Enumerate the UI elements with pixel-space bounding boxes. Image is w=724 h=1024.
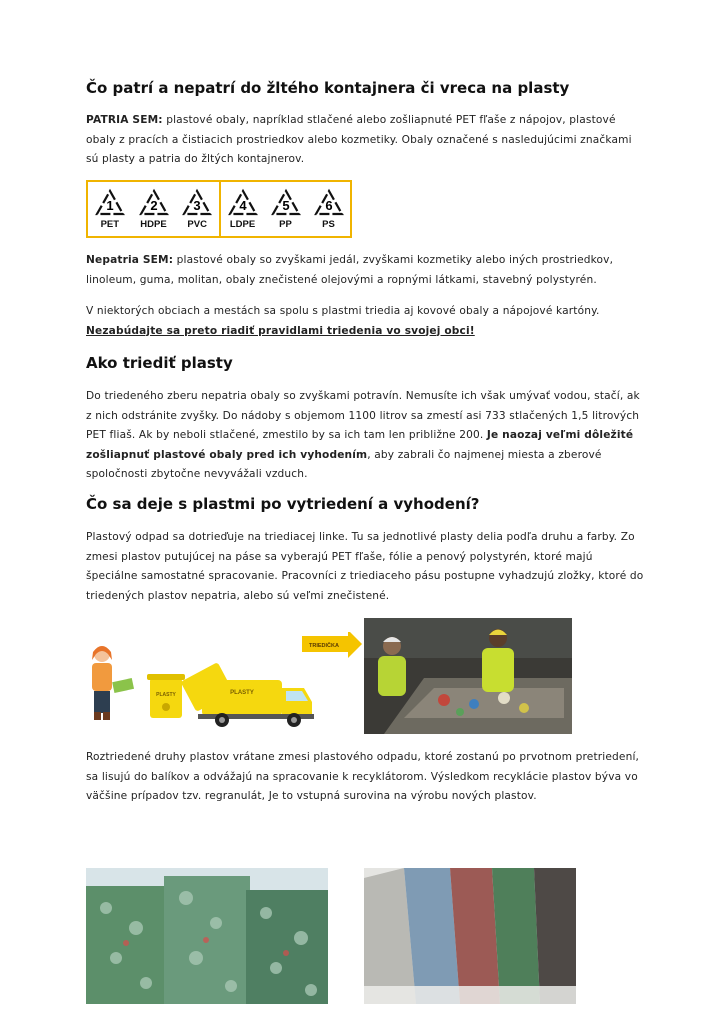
arrow-to-sorting — [302, 632, 362, 658]
plastic-bales-photo — [86, 868, 328, 1004]
paragraph-how-to-sort — [86, 387, 646, 485]
recycling-code-6 — [307, 182, 350, 236]
recycling-triangle-icon — [138, 188, 170, 218]
collection-illustration — [86, 632, 366, 732]
code-label: HDPE — [140, 219, 167, 230]
woman-figure — [92, 646, 134, 720]
recycling-triangle-icon — [181, 188, 213, 218]
municipal-rules-warning: Nezabúdajte sa preto riadiť pravidlami triedenia vo svojej obci! — [86, 324, 475, 337]
not-belongs-label: Nepatria SEM: — [86, 254, 174, 266]
municipal-note-text: V niektorých obciach a mestách sa spolu s plastmi triedia aj kovové obaly a nápojové kartóny. — [86, 305, 600, 317]
paragraph-not-belongs — [86, 251, 646, 290]
code-number: 2 — [149, 198, 158, 213]
section-title-what-belongs: Čo patrí a nepatrí do žltého kontajnera či vreca na plasty — [86, 79, 570, 97]
code-label: PET — [100, 219, 120, 230]
recycling-triangle-icon — [227, 188, 259, 218]
code-number: 4 — [238, 198, 247, 213]
code-number: 6 — [324, 198, 333, 213]
not-belongs-text: plastové obaly so zvyškami jedál, zvyškami kozmetiky alebo iných prostriedkov, linoleum, guma, molitan, obaly znečistené olejovými a ropnými látkami, stavebný polystyrén. — [86, 254, 614, 286]
bin-label: PLASTY — [156, 692, 176, 698]
recycling-triangle-icon — [270, 188, 302, 218]
recycling-code-5 — [264, 182, 307, 236]
recycling-codes-group-1 — [88, 182, 221, 236]
belongs-text: plastové obaly, napríklad stlačené alebo zošliapnuté PET fľaše z nápojov, plastové obaly z pracích a čistiacich prostriedkov alebo kozmetiky. Obaly označené s nasledujúcimi značkami sú plasty a patria do žltých kontajnerov. — [86, 114, 632, 165]
garbage-truck — [180, 662, 314, 727]
code-label: PS — [322, 219, 335, 230]
belongs-label: PATRIA SEM: — [86, 114, 163, 126]
code-number: 5 — [281, 198, 290, 213]
how-to-sort-emphasis: Je naozaj veľmi dôležité zošliapnuť plastové obaly pred ich vyhodením — [86, 429, 634, 461]
arrow-label: TRIEDIČKA — [309, 643, 339, 649]
code-label: PVC — [187, 219, 207, 230]
recycling-codes-group-2 — [221, 182, 350, 236]
code-number: 1 — [106, 198, 114, 213]
how-to-sort-text-2: , aby zabrali čo najmenej miesta a zberové spoločnosti zbytočne nevyvážali vzduch. — [86, 448, 602, 480]
section-title-how-to-sort: Ako triediť plasty — [86, 354, 233, 372]
recycling-code-1 — [88, 182, 132, 236]
code-label: LDPE — [229, 219, 256, 230]
recycling-triangle-icon — [313, 188, 345, 218]
paragraph-municipal-note — [86, 302, 646, 341]
how-to-sort-text-1: Do triedeného zberu nepatria obaly so zvyškami potravín. Nemusíte ich však umývať vodou, stačí, ak z nich odstránite zvyšky. Do nádoby s objemom 1100 litrov sa zmestí asi 733 stlačených 1,5 litrových PET fliaš. Ak by neboli stlačené, zmestilo by sa ich tam len približne 200. — [86, 390, 640, 441]
yellow-bin — [147, 674, 185, 718]
truck-label: PLASTY — [230, 690, 254, 696]
sorting-line-photo — [364, 618, 572, 734]
recycling-codes-panel — [86, 180, 352, 238]
paragraph-recycling-result: Roztriedené druhy plastov vrátane zmesi plastového odpadu, ktoré zostanú po prvotnom pretriedení, sa lisujú do balíkov a odvážajú na spracovanie k recyklátorom. Výsledkom recyklácie plastov býva vo väčšine prípadov tzv. regranulát, Je to vstupná surovina na výrobu nových plastov. — [86, 751, 640, 802]
paragraph-sorting-line: Plastový odpad sa dotrieďuje na triediacej linke. Tu sa jednotlivé plasty delia podľa druhu a farby. Zo zmesi plastov putujúcej na páse sa vyberajú PET fľaše, fólie a penový polystyrén, ktoré majú špeciálne samostatné spracovanie. Pracovníci z triediaceho pásu postupne vyhadzujú zložky, ktoré do triedených plastov nepatria, alebo sú veľmi znečistené. — [86, 531, 644, 602]
recycling-code-4 — [221, 182, 264, 236]
recycling-code-2 — [132, 182, 176, 236]
code-label: PP — [279, 219, 292, 230]
code-number: 3 — [193, 198, 201, 213]
section-title-after-sorting: Čo sa deje s plastmi po vytriedení a vyhodení? — [86, 495, 480, 513]
paragraph-belongs — [86, 111, 646, 170]
recycling-triangle-icon — [94, 188, 126, 218]
regranulate-photo — [364, 868, 576, 1004]
recycling-code-3 — [175, 182, 219, 236]
